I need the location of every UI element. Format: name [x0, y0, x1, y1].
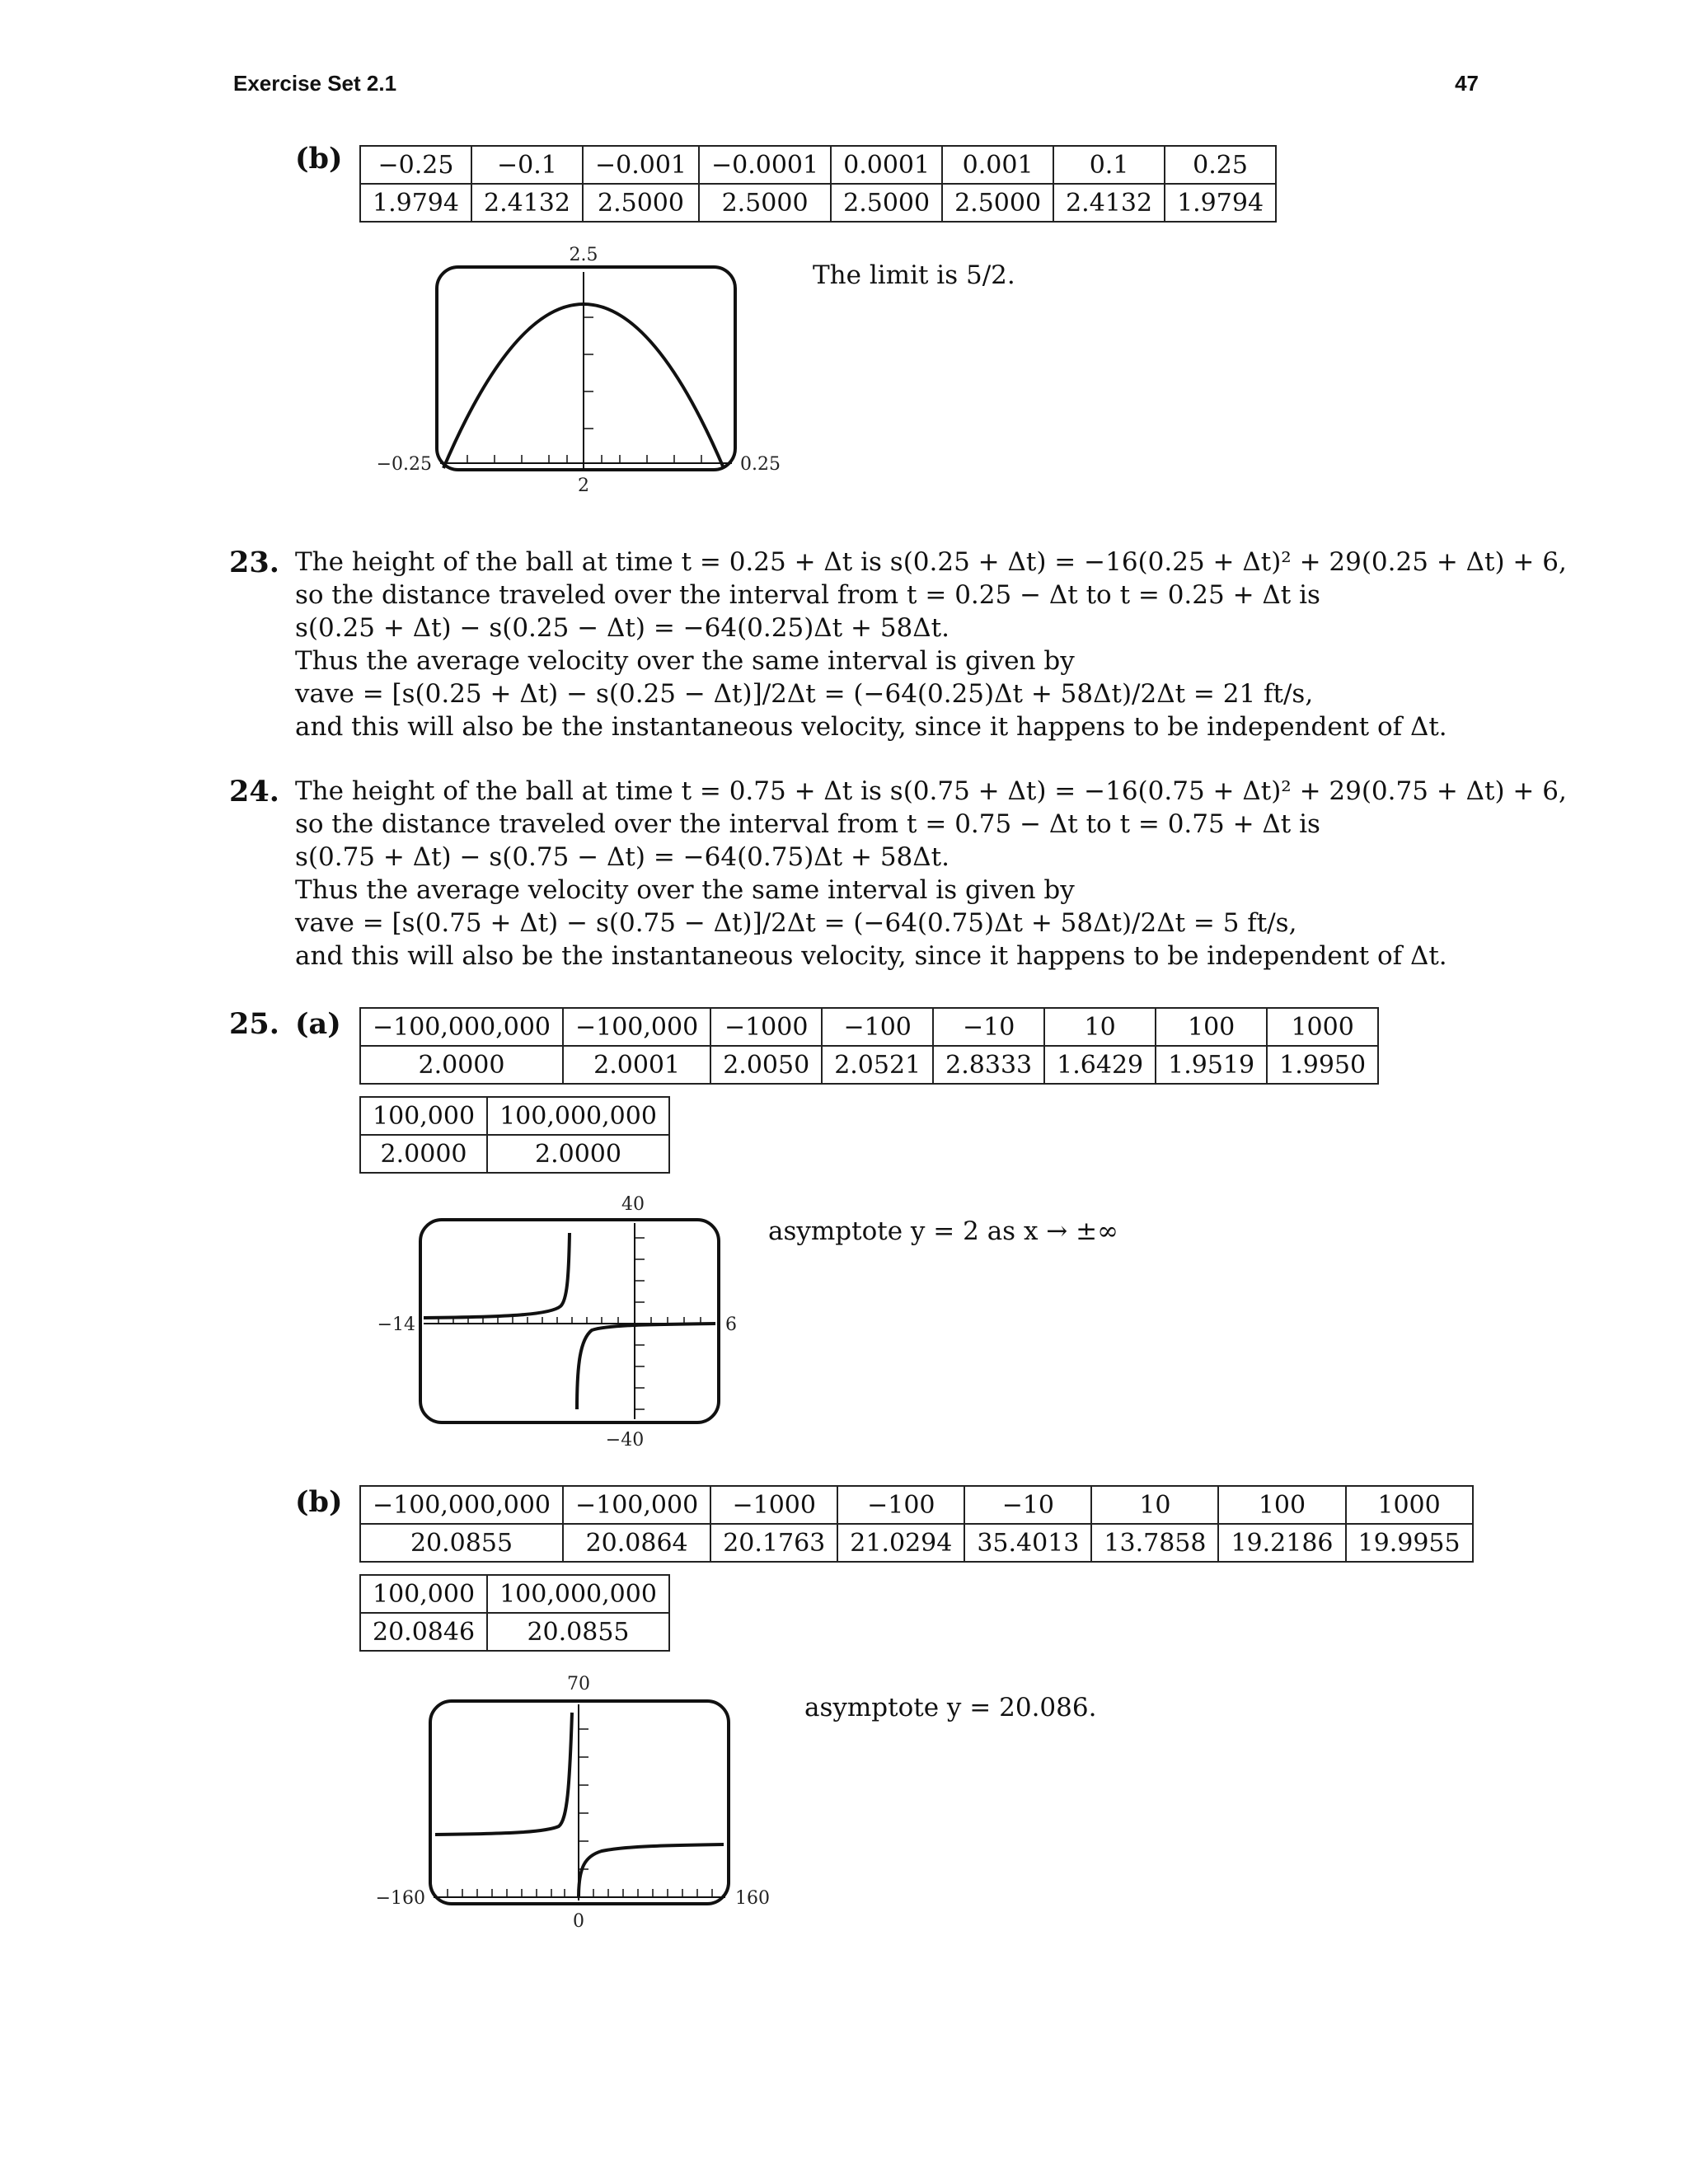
part-label-25a: (a) — [295, 1007, 341, 1041]
table-cell: −0.0001 — [699, 146, 831, 184]
y-ticks — [579, 1729, 588, 1869]
y-min-label: 2 — [578, 476, 589, 496]
graph-25b — [363, 1665, 808, 1945]
table-cell: 100,000,000 — [487, 1097, 669, 1135]
table-row — [360, 1135, 669, 1173]
part-label-22b: (b) — [295, 142, 343, 176]
table-cell: 2.5000 — [583, 184, 699, 222]
y-max-label: 2.5 — [569, 245, 598, 265]
table-cell: −10 — [933, 1008, 1044, 1046]
table-cell: 0.001 — [942, 146, 1053, 184]
value-table-25a-2 — [359, 1096, 670, 1174]
table-cell: 20.0855 — [360, 1524, 563, 1562]
table-cell: 2.5000 — [699, 184, 831, 222]
value-table-25a-1 — [359, 1007, 1379, 1085]
table-cell: 100,000 — [360, 1097, 487, 1135]
table-cell: 2.0000 — [360, 1135, 487, 1173]
text-line: so the distance traveled over the interval from t = 0.75 − Δt to t = 0.75 + Δt is — [295, 809, 1320, 839]
table-cell: 1.9794 — [360, 184, 471, 222]
table-cell: 19.9955 — [1346, 1524, 1473, 1562]
table-cell: 2.4132 — [471, 184, 583, 222]
table-row — [360, 1097, 669, 1135]
y-max-label: 70 — [567, 1674, 590, 1694]
table-cell: 1.9519 — [1156, 1046, 1267, 1084]
value-table-25b-1 — [359, 1485, 1474, 1563]
table-cell: 1000 — [1346, 1486, 1473, 1524]
table-row — [360, 184, 1276, 222]
text-line: vave = [s(0.25 + Δt) − s(0.25 − Δt)]/2Δt = (−64(0.25)Δt + 58Δt)/2Δt = 21 ft/s, — [295, 679, 1314, 709]
curve-right-branch — [577, 1324, 715, 1409]
table-row — [360, 1524, 1473, 1562]
table-cell: −10 — [964, 1486, 1091, 1524]
table-row — [360, 1046, 1378, 1084]
table-cell: −1000 — [710, 1008, 822, 1046]
table-cell: 2.0000 — [487, 1135, 669, 1173]
section-title: Exercise Set 2.1 — [233, 71, 397, 96]
table-cell: −100,000 — [563, 1486, 710, 1524]
table-cell: −0.25 — [360, 146, 471, 184]
table-cell: 20.0864 — [563, 1524, 710, 1562]
table-cell: 100 — [1218, 1486, 1345, 1524]
table-cell: 20.0855 — [487, 1613, 669, 1651]
x-min-label: −14 — [377, 1315, 415, 1335]
table-cell: 21.0294 — [837, 1524, 964, 1562]
table-cell: 1.9794 — [1165, 184, 1276, 222]
part-label-25b: (b) — [295, 1485, 343, 1519]
table-cell: 1000 — [1267, 1008, 1378, 1046]
problem-number-24: 24. — [229, 775, 279, 808]
table-cell: −100 — [837, 1486, 964, 1524]
table-cell: 2.5000 — [831, 184, 942, 222]
table-cell: 13.7858 — [1091, 1524, 1218, 1562]
table-row — [360, 1613, 669, 1651]
table-cell: −1000 — [710, 1486, 837, 1524]
page-number: 47 — [1455, 71, 1479, 96]
text-line: vave = [s(0.75 + Δt) − s(0.75 − Δt)]/2Δt = (−64(0.75)Δt + 58Δt)/2Δt = 5 ft/s, — [295, 908, 1297, 938]
table-row — [360, 1008, 1378, 1046]
text-line: The height of the ball at time t = 0.25 + Δt is s(0.25 + Δt) = −16(0.25 + Δt)² + 29(0.25 + Δt) + 6, — [295, 547, 1567, 577]
x-max-label: 6 — [725, 1315, 737, 1335]
problem-23-text — [295, 546, 1567, 743]
table-row — [360, 146, 1276, 184]
text-line: Thus the average velocity over the same interval is given by — [295, 875, 1075, 905]
table-cell: 2.4132 — [1053, 184, 1165, 222]
text-line: s(0.75 + Δt) − s(0.75 − Δt) = −64(0.75)Δt + 58Δt. — [295, 842, 950, 872]
y-max-label: 40 — [621, 1194, 645, 1215]
table-cell: 35.4013 — [964, 1524, 1091, 1562]
asymptote-note-25b: asymptote y = 20.086. — [804, 1693, 1097, 1722]
table-cell: 100,000 — [360, 1575, 487, 1613]
table-cell: 0.0001 — [831, 146, 942, 184]
problem-number-25: 25. — [229, 1007, 279, 1041]
table-cell: 100,000,000 — [487, 1575, 669, 1613]
table-cell: 0.25 — [1165, 146, 1276, 184]
curve-left-branch — [435, 1713, 572, 1835]
x-max-label: 0.25 — [740, 454, 781, 475]
text-line: The height of the ball at time t = 0.75 + Δt is s(0.75 + Δt) = −16(0.75 + Δt)² + 29(0.75 + Δt) + 6, — [295, 776, 1567, 806]
text-line: so the distance traveled over the interval from t = 0.25 − Δt to t = 0.25 + Δt is — [295, 580, 1320, 610]
table-cell: 2.0050 — [710, 1046, 822, 1084]
table-cell: 1.6429 — [1044, 1046, 1156, 1084]
x-min-label: −160 — [375, 1888, 425, 1909]
table-cell: −0.001 — [583, 146, 699, 184]
table-cell: −100 — [822, 1008, 933, 1046]
table-cell: 2.8333 — [933, 1046, 1044, 1084]
table-row — [360, 1486, 1473, 1524]
table-cell: 10 — [1091, 1486, 1218, 1524]
table-cell: 0.1 — [1053, 146, 1165, 184]
text-line: and this will also be the instantaneous velocity, since it happens to be independent of Δt. — [295, 941, 1447, 971]
y-min-label: 0 — [573, 1911, 584, 1932]
limit-note: The limit is 5/2. — [813, 260, 1015, 290]
table-cell: −0.1 — [471, 146, 583, 184]
y-min-label: −40 — [605, 1430, 645, 1451]
text-line: and this will also be the instantaneous velocity, since it happens to be independent of Δt. — [295, 712, 1447, 742]
asymptote-note-25a: asymptote y = 2 as x → ±∞ — [768, 1216, 1118, 1246]
table-cell: 1.9950 — [1267, 1046, 1378, 1084]
value-table-25b-2 — [359, 1574, 670, 1652]
y-ticks — [584, 317, 593, 429]
table-cell: 2.0000 — [360, 1046, 563, 1084]
table-cell: 20.0846 — [360, 1613, 487, 1651]
x-max-label: 160 — [735, 1888, 770, 1909]
table-row — [360, 1575, 669, 1613]
curve-left-branch — [424, 1233, 570, 1318]
table-cell: 2.5000 — [942, 184, 1053, 222]
text-line: s(0.25 + Δt) − s(0.25 − Δt) = −64(0.25)Δt + 58Δt. — [295, 613, 950, 643]
table-cell: −100,000,000 — [360, 1008, 563, 1046]
table-cell: 100 — [1156, 1008, 1267, 1046]
graph-25a — [363, 1187, 791, 1467]
table-cell: 19.2186 — [1218, 1524, 1345, 1562]
problem-24-text — [295, 775, 1567, 972]
value-table-22b — [359, 145, 1277, 223]
table-cell: −100,000 — [563, 1008, 710, 1046]
curve-right-branch — [579, 1844, 724, 1897]
x-min-label: −0.25 — [376, 454, 432, 475]
graph-22b — [363, 239, 808, 519]
table-cell: 10 — [1044, 1008, 1156, 1046]
table-cell: 2.0521 — [822, 1046, 933, 1084]
graph-frame — [437, 267, 735, 470]
table-cell: −100,000,000 — [360, 1486, 563, 1524]
text-line: Thus the average velocity over the same interval is given by — [295, 646, 1075, 676]
table-cell: 20.1763 — [710, 1524, 837, 1562]
problem-number-23: 23. — [229, 546, 279, 579]
table-cell: 2.0001 — [563, 1046, 710, 1084]
